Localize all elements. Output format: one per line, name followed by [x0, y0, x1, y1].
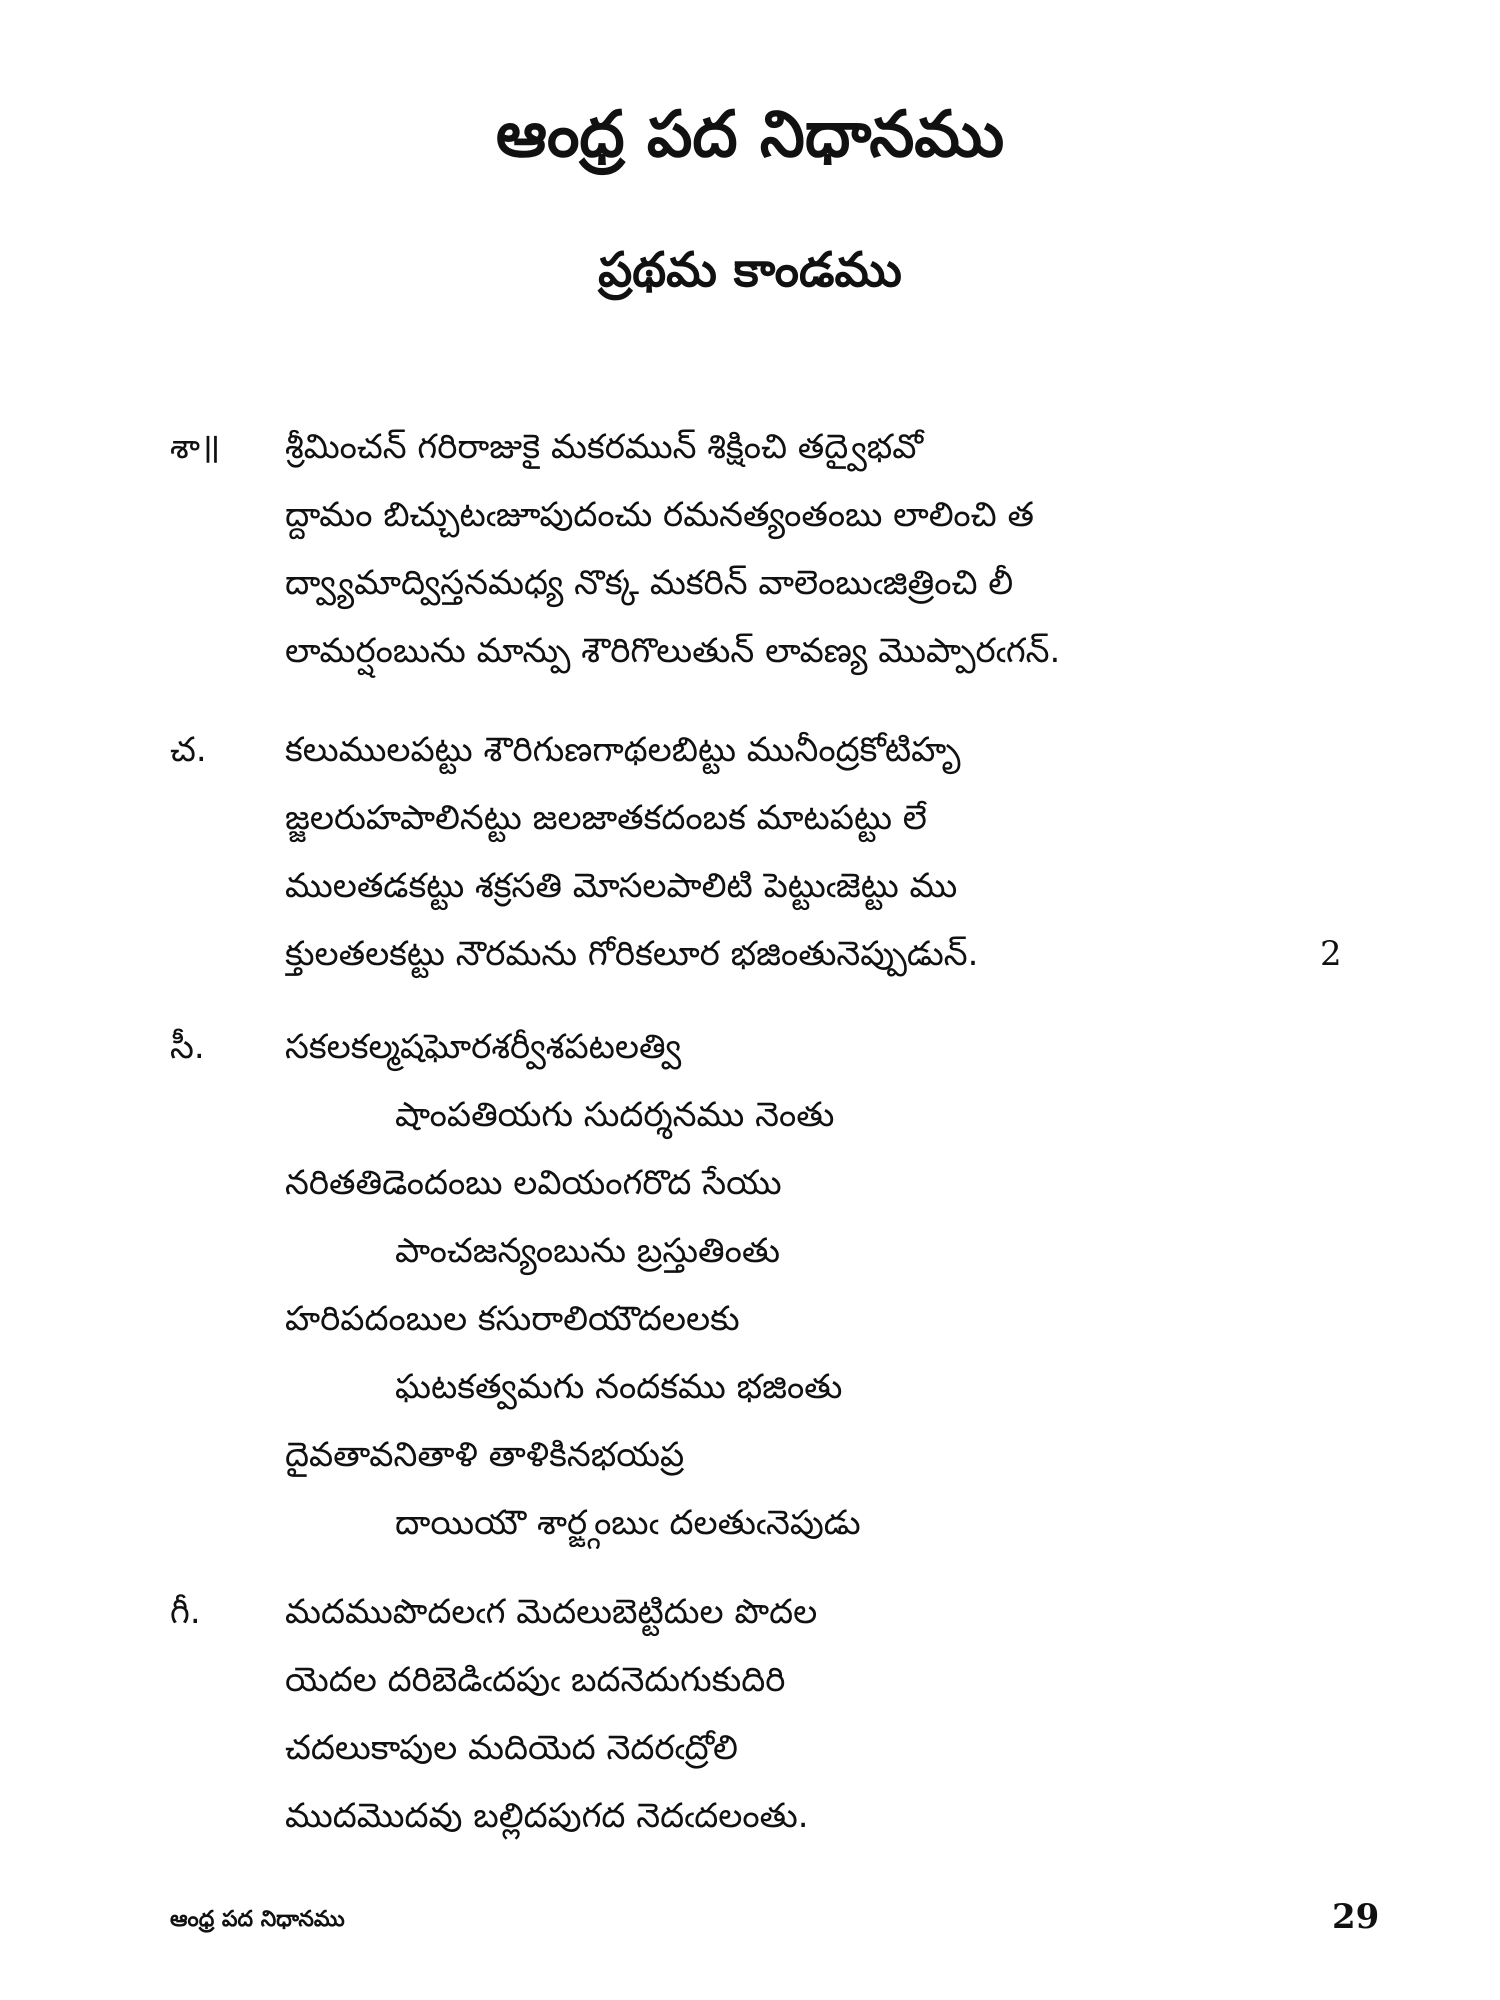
verse-line: జ్జలరుహపాలినట్టు జలజాతకదంబక మాటపట్టు లే: [285, 798, 927, 838]
verse-number: 2: [1320, 934, 1342, 974]
verse-line: లామర్షంబును మాన్పు శౌరిగొలుతున్ లావణ్య మొప్పారఁగన్.: [285, 631, 1061, 671]
verse-line: చదలుకాపుల మదియెద నెదరఁద్రోలి: [285, 1728, 738, 1768]
footer-page-number: 29: [1332, 1897, 1380, 1937]
verse-line: ద్దామం బిచ్చుటఁజూపుదంచు రమనత్యంతంబు లాలించి త: [285, 495, 1034, 535]
verse-line: నరితతిడెందంబు లవియంగరొద సేయు: [285, 1163, 782, 1203]
verse-line: షాంపతియగు సుదర్శనము నెంతు: [395, 1095, 835, 1135]
verse-line: హరిపదంబుల కసురాలియౌదలలకు: [285, 1299, 740, 1339]
verse-line: దాయియౌ శార్ఙ్గంబుఁ దలతుఁనెపుడు: [395, 1503, 861, 1543]
verse-line: దైవతావనితాళి తాళికినభయప్ర: [285, 1435, 685, 1475]
verse-line: ములతడకట్టు శక్రసతి మోసలపాలిటి పెట్టుఁజెట్టు ము: [285, 866, 958, 906]
verse-line: మదముపొదలఁగ మెదలుబెట్టిదుల పొదల: [285, 1592, 818, 1632]
verse-line: సకలకల్మషఘోరశర్వీశపటలత్వి: [285, 1027, 682, 1067]
verse-line: శ్రీమించన్ గరిరాజుకై మకరమున్ శిక్షించి తద్వైభవో: [285, 427, 924, 467]
meter-label: గీ.: [170, 1592, 201, 1632]
page-subtitle: ప్రథమ కాండము: [598, 242, 902, 298]
verse-line: ద్వ్యామాద్విస్తనమధ్య నొక్క మకరిన్ వాలెంబుఁజిత్రించి లీ: [285, 563, 1014, 603]
meter-label: సీ.: [170, 1027, 205, 1067]
verse-line: యెదల దరిబెడిఁదపుఁ బదనెదుగుకుదిరి: [285, 1660, 786, 1700]
footer-book-title: ఆంధ్ర పద నిధానము: [170, 1907, 345, 1932]
verse-line: కలుములపట్టు శౌరిగుణగాథలబిట్టు మునీంద్రకోటిహృ: [285, 730, 961, 770]
meter-label: శా॥: [170, 427, 221, 467]
meter-label: చ.: [170, 730, 207, 770]
verse-line: ఘటకత్వమగు నందకము భజింతు: [395, 1367, 843, 1407]
page-title: ఆంధ్ర పద నిధానము: [495, 98, 1005, 172]
verse-line: ముదమొదవు బల్లిదపుగద నెదఁదలంతు.: [285, 1796, 809, 1836]
verse-line: పాంచజన్యంబును బ్రస్తుతింతు: [395, 1231, 781, 1271]
verse-line: క్తులతలకట్టు నౌరమను గోరికలూర భజింతునెప్పుడున్.: [285, 934, 979, 974]
